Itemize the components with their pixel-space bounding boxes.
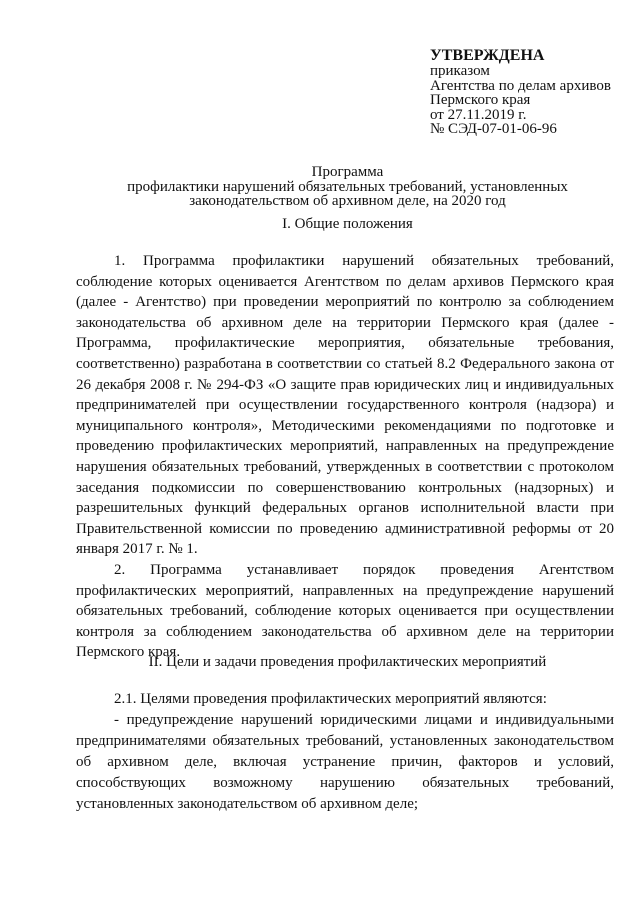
paragraph-item-2-1: 2.1. Целями проведения профилактических мероприятий являются: — [114, 691, 547, 707]
approval-line: Пермского края — [430, 92, 531, 109]
title-line: профилактики нарушений обязательных требований, установленных — [127, 178, 568, 195]
approval-line: Агентства по делам архивов — [430, 77, 611, 94]
title-line: законодательством об архивном деле, на 2020 год — [189, 193, 506, 210]
approval-date: от 27.11.2019 г. — [430, 106, 527, 123]
approval-number: № СЭД-07-01-06-96 — [430, 121, 557, 138]
approval-stamp — [430, 48, 635, 137]
section-2-heading: II. Цели и задачи проведения профилактических мероприятий — [148, 654, 547, 670]
document-title — [70, 165, 625, 209]
paragraph-bullet-1: - предупреждение нарушений юридическими лицами и индивидуальными предпринимателями обязательных требований, установленных законодательством об архивном деле, включая устранение причин, факторов и условий, способствующих возможному нарушению обязательных требований, установленных законодательством об архивном деле; — [76, 711, 614, 812]
title-line: Программа — [311, 164, 384, 180]
section-1-body — [76, 251, 614, 663]
approval-heading: УТВЕРЖДЕНА — [430, 47, 545, 64]
section-2-body — [76, 689, 614, 814]
paragraph-item-1: 1. Программа профилактики нарушений обязательных требований, соблюдение которых оценивается Агентством по делам архивов Пермского края (далее - Агентство) при проведении мероприятий по контролю за соблюдением законодательства об архивном деле на территории Пермского края (далее - Программа, профилактические мероприятия, обязательные требования, соответственно) разработана в соответствии со статьей 8.2 Федерального закона от 26 декабря 2008 г. № 294-ФЗ «О защите прав юридических лиц и индивидуальных предпринимателей при осуществлении государственного контроля (надзора) и муниципального контроля», Методическими рекомендациями по подготовке и проведению профилактических мероприятий, направленных на предупреждение нарушения обязательных требований, утвержденных в соответствии с протоколом заседания подкомиссии по совершенствованию контрольных (надзорных) и разрешительных функций федеральных органов исполнительной власти при Правительственной комиссии по проведению административной реформы от 20 января 2017 г. № 1. — [76, 253, 614, 558]
section-1-heading: I. Общие положения — [282, 216, 413, 232]
approval-line: приказом — [430, 63, 490, 79]
paragraph-item-2: 2. Программа устанавливает порядок проведения Агентством профилактических мероприятий, направленных на предупреждение нарушений обязательных требований, соблюдение которых оценивается при осуществлении контроля за соблюдением законодательства об архивном деле на территории Пермского края. — [76, 561, 614, 661]
